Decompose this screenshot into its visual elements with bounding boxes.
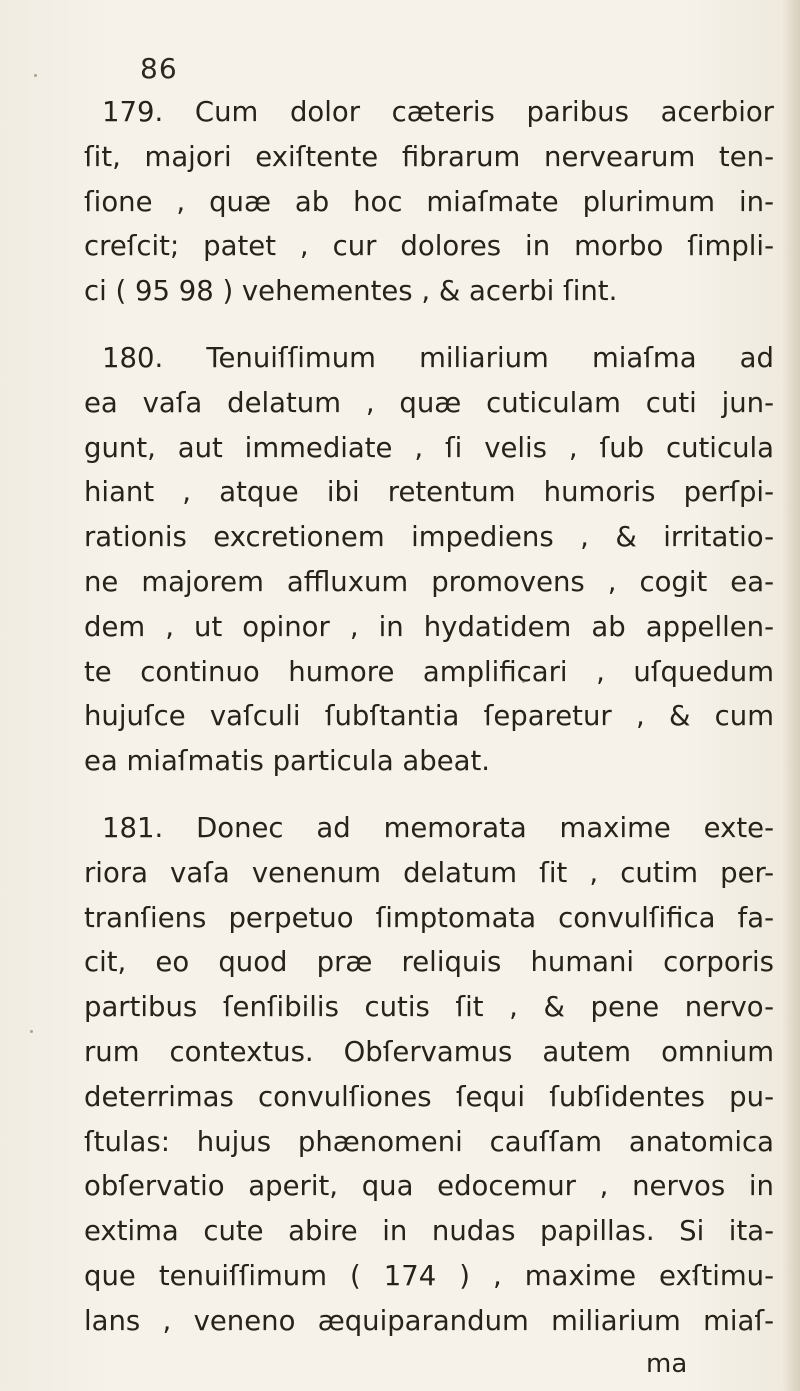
text-line: 181. Donec ad memorata maxime exte- (102, 811, 774, 844)
paper-speck (693, 1278, 696, 1281)
paper-speck (522, 680, 525, 683)
catchword: ma (646, 1349, 688, 1379)
text-line: rationis excretionem impediens , & irritatio- (84, 521, 774, 554)
page-number: 86 (140, 52, 178, 85)
text-line: lans , veneno æquiparandum miliarium miaſ- (84, 1304, 774, 1337)
text-line: riora vaſa venenum delatum ſit , cutim per- (84, 856, 774, 889)
text-line: ſit, majori exiſtente fibrarum nervearum ten- (84, 140, 774, 173)
paragraph-179 (84, 90, 774, 314)
body-text (84, 90, 774, 1366)
text-line: cit, eo quod præ reliquis humani corporis (84, 946, 774, 979)
text-line: ea vaſa delatum , quæ cuticulam cuti jun- (84, 386, 774, 419)
text-line: te continuo humore amplificari , uſquedum (84, 655, 774, 688)
text-line: hiant , atque ibi retentum humoris perſpi- (84, 476, 774, 509)
text-line: creſcit; patet , cur dolores in morbo ſimpli- (84, 230, 774, 263)
text-line: ne majorem affluxum promovens , cogit ea- (84, 565, 774, 598)
text-line: ſtulas: hujus phænomeni cauſſam anatomica (84, 1125, 774, 1158)
text-line: 180. Tenuiſſimum miliarium miaſma ad (102, 341, 774, 374)
text-line: partibus ſenſibilis cutis ſit , & pene nervo- (84, 991, 774, 1024)
text-line: obſervatio aperit, qua edocemur , nervos in (84, 1170, 774, 1203)
text-line: hujuſce vaſculi ſubſtantia ſeparetur , & cum (84, 700, 774, 733)
text-line: deterrimas convulſiones ſequi ſubſidentes pu- (84, 1080, 774, 1113)
text-line: gunt, aut immediate , ſi velis , ſub cuticula (84, 431, 774, 464)
page-gutter-shadow (782, 0, 800, 1391)
paragraph-181 (84, 806, 774, 1344)
text-line: extima cute abire in nudas papillas. Si ita- (84, 1215, 774, 1248)
text-line: rum contextus. Obſervamus autem omnium (84, 1035, 774, 1068)
paper-speck (30, 1030, 33, 1033)
text-line: tranſiens perpetuo ſimptomata convulſifica fa- (84, 901, 774, 934)
paragraph-180 (84, 336, 774, 784)
text-line: ſione , quæ ab hoc miaſmate plurimum in- (84, 185, 774, 218)
paper-speck (34, 74, 37, 77)
text-line: que tenuiſſimum ( 174 ) , maxime exſtimu- (84, 1259, 774, 1292)
text-line: dem , ut opinor , in hydatidem ab appellen- (84, 610, 774, 643)
text-line: ea miaſmatis particula abeat. (84, 745, 491, 778)
text-line: ci ( 95 98 ) vehementes , & acerbi ſint. (84, 275, 618, 308)
text-line: 179. Cum dolor cæteris paribus acerbior (102, 96, 774, 128)
